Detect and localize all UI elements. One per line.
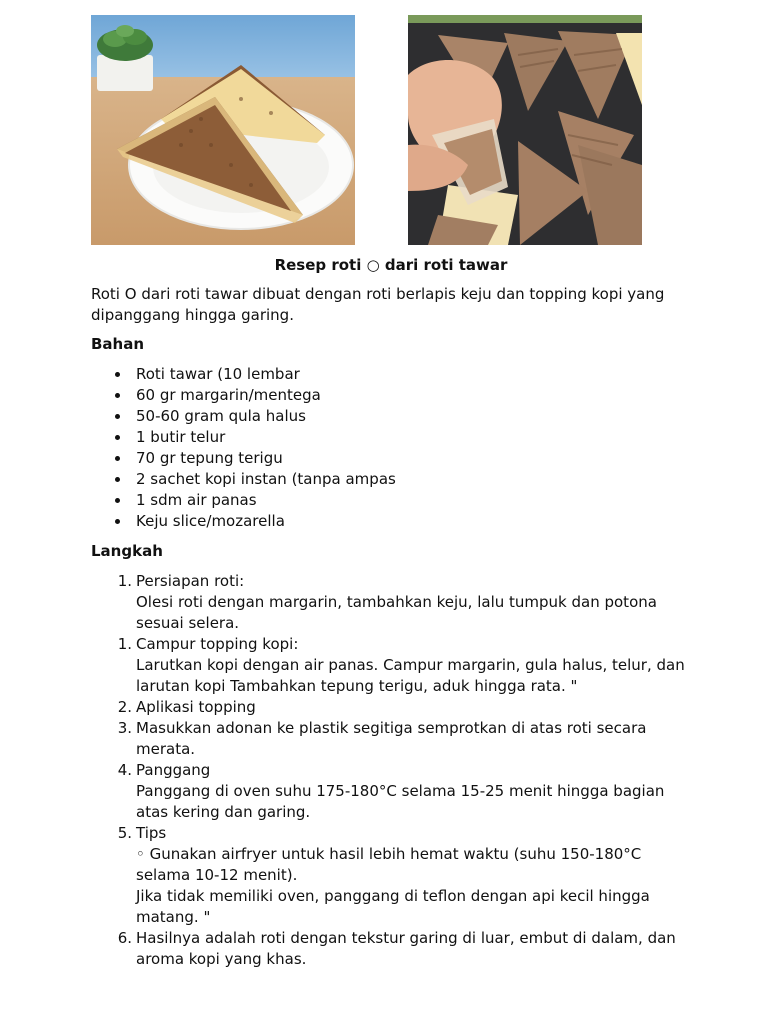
step-detail: Olesi roti dengan margarin, tambahkan keju, lalu tumpuk dan potona sesuai selera.	[136, 593, 657, 632]
step-detail: Larutkan kopi dengan air panas. Campur margarin, gula halus, telur, dan larutan kopi Tambahkan tepung terigu, aduk hingga rata. "	[136, 656, 685, 695]
step-title: Aplikasi topping	[136, 698, 256, 716]
ingredient-item: Keju slice/mozarella	[91, 511, 691, 532]
step-number: 1.	[117, 635, 132, 653]
ingredient-item: 1 sdm air panas	[91, 490, 691, 511]
step-number: 2.	[117, 698, 132, 716]
step-title: Masukkan adonan ke plastik segitiga semprotkan di atas roti secara merata.	[136, 719, 647, 758]
step-item	[91, 823, 691, 928]
recipe-title: Resep roti ○ dari roti tawar	[274, 256, 508, 274]
ingredient-item: 50-60 gram qula halus	[91, 406, 691, 427]
step-item	[91, 571, 691, 634]
step-number: 5.	[117, 824, 132, 842]
step-detail: Panggang di oven suhu 175-180°C selama 15-25 menit hingga bagian atas kering dan garing.	[136, 782, 665, 821]
ingredient-item: 70 gr tepung terigu	[91, 448, 691, 469]
ingredient-list	[91, 364, 691, 532]
step-number: 3.	[117, 719, 132, 737]
piping-topping-illustration	[408, 15, 642, 245]
step-number: 4.	[117, 761, 132, 779]
step-item	[91, 760, 691, 823]
step-item	[91, 697, 691, 718]
step-item	[91, 718, 691, 760]
recipe-content	[91, 255, 691, 970]
ingredient-item: 1 butir telur	[91, 427, 691, 448]
roti-plate-illustration	[91, 15, 355, 245]
step-title: Campur topping kopi:	[136, 635, 299, 653]
ingredient-item: Roti tawar (10 lembar	[91, 364, 691, 385]
ingredient-item: 60 gr margarin/mentega	[91, 385, 691, 406]
step-tip: Jika tidak memiliki oven, panggang di teflon dengan api kecil hingga matang. "	[136, 887, 650, 926]
step-title: Tips	[136, 824, 167, 842]
roti-plate-photo	[91, 15, 355, 245]
ingredient-item: 2 sachet kopi instan (tanpa ampas	[91, 469, 691, 490]
step-title: Panggang	[136, 761, 211, 779]
step-tip: ◦ Gunakan airfryer untuk hasil lebih hemat waktu (suhu 150-180°C selama 10-12 menit).	[136, 845, 642, 884]
langkah-heading: Langkah	[91, 542, 163, 560]
step-number: 1.	[117, 572, 132, 590]
step-title: Persiapan roti:	[136, 572, 245, 590]
step-list	[91, 571, 691, 970]
step-title: Hasilnya adalah roti dengan tekstur garing di luar, embut di dalam, dan aroma kopi yang khas.	[136, 929, 676, 968]
recipe-intro: Roti O dari roti tawar dibuat dengan roti berlapis keju dan topping kopi yang dipanggang hingga garing.	[91, 285, 665, 324]
step-item	[91, 928, 691, 970]
piping-topping-photo	[408, 15, 642, 245]
step-number: 6.	[117, 929, 132, 947]
step-item	[91, 634, 691, 697]
bahan-heading: Bahan	[91, 335, 145, 353]
